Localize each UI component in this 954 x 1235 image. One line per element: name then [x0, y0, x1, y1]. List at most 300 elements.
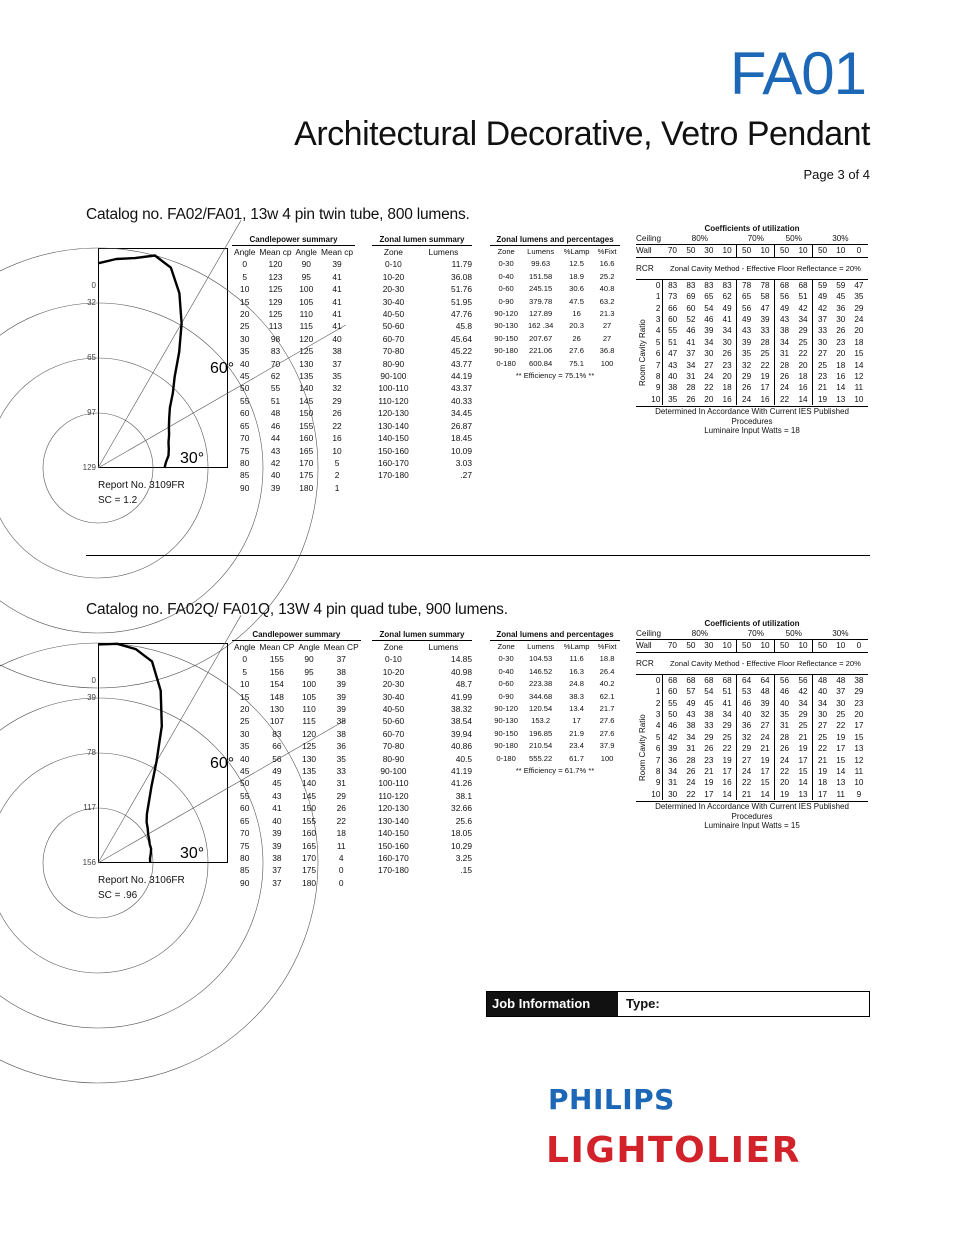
- column-header: Mean CP: [259, 642, 295, 652]
- table-row: [636, 777, 868, 788]
- table-cell: 26: [332, 408, 342, 419]
- cu-value: 18: [854, 337, 864, 347]
- cu-value: 35: [775, 709, 794, 720]
- table-cell: 130: [269, 704, 284, 715]
- table-cell: 30-40: [382, 691, 405, 702]
- table-cell: 65: [240, 815, 250, 826]
- rcr-value: 6: [655, 744, 661, 754]
- cu-value: 22: [836, 721, 846, 731]
- rcr-value: 8: [655, 767, 661, 777]
- cu-value: 45: [836, 292, 846, 302]
- table-row: [232, 691, 361, 703]
- table-row: [372, 420, 472, 432]
- cu-value: 14: [836, 767, 846, 777]
- cu-value: 34: [686, 360, 696, 370]
- column-header: Zone: [383, 247, 403, 257]
- cu-value: 27: [737, 755, 756, 766]
- cu-value: 27: [760, 721, 770, 731]
- zonal-lumen-title: Zonal lumen summary: [372, 234, 472, 246]
- table-cell: 162 .34: [527, 321, 554, 331]
- catalog-heading: Catalog no. FA02Q/ FA01Q, 13W 4 pin quad tube, 900 lumens.: [86, 601, 508, 618]
- cu-value: 39: [760, 315, 770, 325]
- table-row: [232, 765, 361, 777]
- candlepower-summary: [232, 234, 355, 494]
- table-cell: 70-80: [382, 346, 405, 357]
- table-cell: 45.8: [455, 321, 472, 332]
- table-cell: 196.85: [529, 728, 553, 738]
- cu-value: 13: [836, 778, 846, 788]
- table-cell: 45: [240, 766, 250, 777]
- table-row: [636, 325, 868, 336]
- column-header: Mean cp: [259, 247, 292, 257]
- table-cell: 40.33: [451, 395, 472, 406]
- table-row: [636, 709, 868, 720]
- table-cell: 41: [332, 309, 342, 320]
- cu-value: 41: [722, 698, 732, 708]
- table-cell: 156: [269, 666, 284, 677]
- rcr-axis-label: Room Cavity Ratio: [638, 319, 647, 386]
- table-cell: 70: [270, 358, 281, 369]
- table-cell: 0: [338, 877, 344, 888]
- rcr-label: RCR: [636, 257, 663, 279]
- polar-tick-label: 0: [91, 281, 96, 290]
- cu-value: 38: [686, 721, 696, 731]
- table-cell: 38.32: [451, 704, 472, 715]
- cu-value: 33: [813, 325, 832, 336]
- polar-tick-label: 32: [87, 298, 96, 307]
- table-row: [372, 345, 472, 357]
- input-watts: Luminaire Input Watts = 15: [704, 821, 800, 831]
- table-cell: 40: [240, 358, 250, 369]
- cu-value: 29: [722, 721, 732, 731]
- cu-value: 34: [798, 698, 808, 708]
- lightolier-logo: LIGHTOLIER: [546, 1130, 801, 1171]
- table-cell: 130-140: [378, 815, 409, 826]
- table-row: [490, 258, 620, 270]
- table-row: [490, 333, 620, 345]
- cu-value: 21: [704, 767, 714, 777]
- table-row: [372, 740, 472, 752]
- table-cell: 16.3: [569, 666, 584, 676]
- table-cell: 18.8: [599, 654, 615, 664]
- table-row: [232, 271, 355, 283]
- rcr-value: 10: [651, 789, 661, 799]
- table-row: [636, 732, 868, 743]
- table-row: [232, 678, 361, 690]
- cu-value: 19: [813, 394, 832, 405]
- cu-title: Coefficients of utilization: [704, 224, 800, 233]
- table-cell: 25: [240, 716, 250, 727]
- table-cell: 90-150: [494, 333, 518, 343]
- zonal-percent-title: Zonal lumens and percentages: [490, 234, 620, 246]
- table-cell: 125: [299, 346, 314, 357]
- cu-value: 58: [760, 292, 770, 302]
- cu-value: 30: [836, 315, 846, 325]
- cu-value: 37: [836, 687, 846, 697]
- column-header: %Fixt: [597, 642, 617, 651]
- polar-tick-label: 117: [83, 803, 96, 812]
- table-cell: 210.54: [529, 741, 553, 751]
- efficiency-label: ** Efficiency = 75.1% **: [515, 371, 595, 381]
- wall-value: 70: [663, 245, 682, 257]
- cu-value: 18: [813, 777, 832, 788]
- table-cell: 80-90: [382, 753, 405, 764]
- cu-value: 19: [704, 778, 714, 788]
- table-cell: 140: [302, 778, 317, 789]
- table-cell: 21.9: [569, 728, 584, 738]
- table-row: [232, 420, 355, 432]
- cu-value: 37: [813, 314, 832, 325]
- cu-value: 12: [854, 755, 864, 765]
- cu-value: 29: [854, 687, 864, 697]
- table-row: [232, 715, 361, 727]
- table-cell: 115: [302, 716, 316, 727]
- table-cell: 155: [302, 815, 317, 826]
- cu-value: 68: [775, 279, 794, 291]
- table-cell: 29: [336, 790, 346, 801]
- table-cell: 123: [268, 271, 283, 282]
- cu-value: 34: [798, 315, 808, 325]
- table-cell: 27.6: [569, 346, 584, 356]
- cu-value: 14: [854, 360, 864, 370]
- cu-value: 49: [686, 698, 696, 708]
- cu-value: 46: [686, 326, 696, 336]
- table-cell: 51.95: [451, 296, 472, 307]
- cu-value: 19: [798, 744, 808, 754]
- cu-value: 46: [775, 686, 794, 697]
- cu-value: 49: [775, 303, 794, 314]
- table-cell: 120: [299, 333, 314, 344]
- table-row: [372, 308, 472, 320]
- table-cell: 27.6: [599, 728, 615, 738]
- table-row: [372, 691, 472, 703]
- table-cell: 16.6: [599, 259, 615, 269]
- wall-value: 50: [682, 245, 700, 257]
- cu-value: 36: [737, 720, 756, 731]
- cu-value: 14: [798, 778, 808, 788]
- table-cell: 55: [270, 383, 281, 394]
- table-cell: 41.19: [451, 766, 472, 777]
- photometric-section-1: [0, 206, 954, 526]
- wall-value: 50: [813, 245, 832, 257]
- table-cell: 38.3: [569, 691, 584, 701]
- table-row: [232, 877, 361, 889]
- cu-value: 19: [722, 755, 732, 765]
- ceiling-value: 30%: [832, 234, 849, 243]
- table-cell: 10.29: [451, 840, 472, 851]
- polar-tick-label: 65: [87, 353, 96, 362]
- cu-value: 64: [756, 674, 775, 686]
- table-cell: 113: [268, 321, 283, 332]
- table-cell: 60: [240, 803, 250, 814]
- table-row: [372, 840, 472, 852]
- table-row: [372, 271, 472, 283]
- table-cell: 38: [336, 728, 346, 739]
- table-row: [490, 320, 620, 332]
- table-cell: 344.68: [529, 691, 553, 701]
- column-header: %Fixt: [597, 247, 617, 256]
- table-cell: 60: [240, 408, 250, 419]
- cu-value: 62: [722, 292, 732, 302]
- cu-value: 25: [836, 710, 846, 720]
- table-cell: 85: [240, 865, 250, 876]
- cu-value: 17: [798, 755, 808, 765]
- cu-value: 29: [798, 326, 808, 336]
- table-cell: 55: [240, 395, 250, 406]
- table-cell: 65: [240, 420, 250, 431]
- table-row: [636, 755, 868, 766]
- cu-value: 68: [682, 674, 700, 686]
- table-row: [372, 296, 472, 308]
- table-cell: 38: [336, 716, 346, 727]
- cu-value: 31: [775, 348, 794, 359]
- cu-value: 34: [686, 732, 696, 742]
- table-cell: 38: [336, 666, 346, 677]
- table-cell: 245.15: [529, 284, 553, 294]
- cu-value: 28: [686, 755, 696, 765]
- table-row: [636, 720, 868, 731]
- table-cell: 24.8: [569, 679, 584, 689]
- cu-value: 35: [737, 348, 756, 359]
- cu-value: 17: [760, 383, 770, 393]
- table-cell: 105: [302, 691, 317, 702]
- table-cell: 39: [336, 679, 346, 690]
- cu-value: 20: [854, 710, 864, 720]
- cu-value: 45: [704, 698, 714, 708]
- cu-value: 14: [722, 789, 732, 799]
- input-watts: Luminaire Input Watts = 18: [704, 426, 800, 436]
- cu-value: 13: [854, 744, 864, 754]
- cu-value: 24: [760, 732, 770, 742]
- cu-value: 17: [722, 767, 732, 777]
- table-cell: 16: [332, 433, 342, 444]
- table-cell: 40.8: [599, 284, 615, 294]
- rcr-value: 6: [655, 349, 661, 359]
- table-cell: 180: [299, 482, 314, 493]
- cu-value: 47: [850, 279, 868, 291]
- table-cell: 63.2: [599, 296, 615, 306]
- table-cell: 90-130: [494, 716, 518, 726]
- table-cell: 31: [336, 778, 346, 789]
- cu-value: 59: [832, 279, 850, 291]
- cu-value: 13: [798, 789, 808, 799]
- table-cell: 26: [336, 803, 346, 814]
- rcr-value: 10: [651, 394, 661, 404]
- rcr-value: 8: [655, 372, 661, 382]
- table-cell: 48.7: [455, 679, 472, 690]
- table-row: [232, 358, 355, 370]
- table-cell: 120-130: [378, 803, 409, 814]
- cu-value: 32: [737, 732, 756, 743]
- cu-value: 60: [663, 314, 682, 325]
- table-cell: 125: [268, 284, 283, 295]
- table-cell: 0-40: [498, 271, 514, 281]
- table-cell: 160: [299, 433, 314, 444]
- cu-value: 66: [663, 303, 682, 314]
- cu-value: 16: [836, 372, 846, 382]
- cu-value: 12: [854, 372, 864, 382]
- polar-tick-label: 129: [82, 463, 96, 472]
- table-cell: 49: [272, 766, 282, 777]
- table-cell: 22: [336, 815, 346, 826]
- cu-value: 30: [663, 789, 682, 800]
- table-row: [232, 852, 361, 864]
- page-title: Architectural Decorative, Vetro Pendant: [294, 115, 870, 153]
- table-cell: 70: [240, 433, 250, 444]
- table-cell: 155: [269, 654, 284, 665]
- table-cell: 150: [299, 408, 314, 419]
- table-cell: 0-30: [498, 654, 514, 664]
- table-cell: 32: [332, 383, 342, 394]
- cu-value: 26: [686, 767, 696, 777]
- table-cell: 175: [299, 470, 314, 481]
- rcr-value: 2: [655, 698, 661, 708]
- table-row: [636, 686, 868, 697]
- cu-value: 22: [775, 766, 794, 777]
- table-row: [636, 743, 868, 754]
- table-row: [636, 291, 868, 302]
- polar-tick-label: 78: [87, 748, 96, 757]
- column-header: Angle: [298, 642, 320, 652]
- cu-value: 40: [775, 698, 794, 709]
- table-cell: 41.99: [451, 691, 472, 702]
- table-row: [232, 790, 361, 802]
- table-cell: 146.52: [529, 666, 553, 676]
- table-cell: 40: [332, 333, 342, 344]
- wall-value: 0: [850, 245, 868, 257]
- table-row: [490, 678, 620, 690]
- table-row: [372, 469, 472, 481]
- wall-value: 50: [737, 245, 756, 257]
- table-row: [372, 432, 472, 444]
- table-row: [372, 258, 472, 270]
- table-cell: 130-140: [378, 420, 409, 431]
- cu-value: 68: [663, 674, 682, 686]
- cu-value: 78: [737, 279, 756, 291]
- table-cell: 46: [270, 420, 281, 431]
- cu-value: 59: [813, 279, 832, 291]
- table-row: [232, 482, 355, 494]
- column-header: Zone: [383, 642, 403, 652]
- spacing-criterion: SC = .96: [98, 890, 138, 901]
- column-header: Angle: [295, 247, 317, 257]
- cu-value: 30: [722, 337, 732, 347]
- table-cell: 42: [270, 457, 281, 468]
- table-cell: 35: [336, 753, 346, 764]
- cu-value: 55: [663, 325, 682, 336]
- zonal-lumen-summary: [372, 629, 472, 877]
- table-cell: 37: [332, 358, 342, 369]
- cu-value: 22: [798, 349, 808, 359]
- wall-value: 10: [718, 245, 737, 257]
- product-code: FA01: [729, 40, 866, 107]
- cu-value: 29: [737, 371, 756, 382]
- cu-value: 54: [704, 303, 714, 313]
- table-row: [636, 766, 868, 777]
- table-cell: 50-60: [382, 321, 405, 332]
- table-row: [232, 258, 355, 270]
- cu-value: 10: [854, 394, 864, 404]
- table-cell: 25.6: [455, 815, 472, 826]
- cu-value: 26: [722, 349, 732, 359]
- table-cell: 223.38: [529, 679, 553, 689]
- type-field[interactable]: Type:: [626, 996, 660, 1011]
- table-cell: 90-120: [494, 309, 518, 319]
- table-cell: 18.05: [451, 828, 472, 839]
- table-row: [636, 314, 868, 325]
- cu-value: 25: [798, 337, 808, 347]
- table-row: [372, 777, 472, 789]
- wall-value: 50: [682, 640, 700, 652]
- cu-value: 43: [737, 325, 756, 336]
- table-cell: 41: [332, 271, 342, 282]
- table-cell: 379.78: [529, 296, 553, 306]
- cu-value: 16: [722, 394, 732, 404]
- rcr-value: 7: [655, 360, 661, 370]
- cu-value: 22: [722, 744, 732, 754]
- table-row: [232, 840, 361, 852]
- cu-value: 15: [836, 755, 846, 765]
- cu-value: 22: [813, 743, 832, 754]
- cu-value: 25: [722, 732, 732, 742]
- table-cell: 3.25: [455, 852, 472, 863]
- wall-value: 70: [663, 640, 682, 652]
- cu-value: 30: [813, 337, 832, 348]
- table-cell: 150: [302, 803, 317, 814]
- cu-value: 43: [686, 710, 696, 720]
- table-cell: 90: [304, 654, 314, 665]
- table-row: [636, 303, 868, 314]
- table-row: [372, 445, 472, 457]
- table-cell: 0: [242, 654, 248, 665]
- table-cell: 20-30: [382, 679, 405, 690]
- table-cell: 0-40: [498, 666, 514, 676]
- table-cell: 104.53: [529, 654, 553, 664]
- cu-value: 22: [737, 777, 756, 788]
- table-row: [636, 337, 868, 348]
- table-row: [232, 740, 361, 752]
- cu-value: 39: [737, 337, 756, 348]
- table-cell: 37: [272, 877, 282, 888]
- table-cell: 40: [270, 470, 281, 481]
- table-row: [372, 382, 472, 394]
- cu-value: 65: [737, 291, 756, 302]
- table-cell: 45.64: [451, 333, 472, 344]
- candlepower-summary: [232, 629, 361, 889]
- table-cell: 33: [336, 766, 346, 777]
- rcr-value: 5: [655, 337, 661, 347]
- cu-value: 83: [663, 279, 682, 291]
- table-cell: 45: [272, 778, 282, 789]
- table-row: [372, 370, 472, 382]
- table-row: [490, 753, 620, 765]
- table-cell: 10.09: [451, 445, 472, 456]
- table-cell: 62: [270, 371, 281, 382]
- table-cell: 129: [268, 296, 283, 307]
- cu-value: 46: [737, 698, 756, 709]
- table-cell: 41: [272, 803, 282, 814]
- table-cell: 55: [240, 790, 250, 801]
- table-row: [232, 864, 361, 876]
- cu-value: 53: [737, 686, 756, 697]
- candlepower-polar-diagram: [98, 643, 235, 868]
- table-cell: 600.84: [529, 358, 553, 368]
- wall-value: 10: [794, 245, 813, 257]
- table-cell: 18.9: [569, 271, 584, 281]
- cu-value: 51: [722, 687, 732, 697]
- cu-value: 31: [663, 777, 682, 788]
- cu-value: 68: [794, 279, 813, 291]
